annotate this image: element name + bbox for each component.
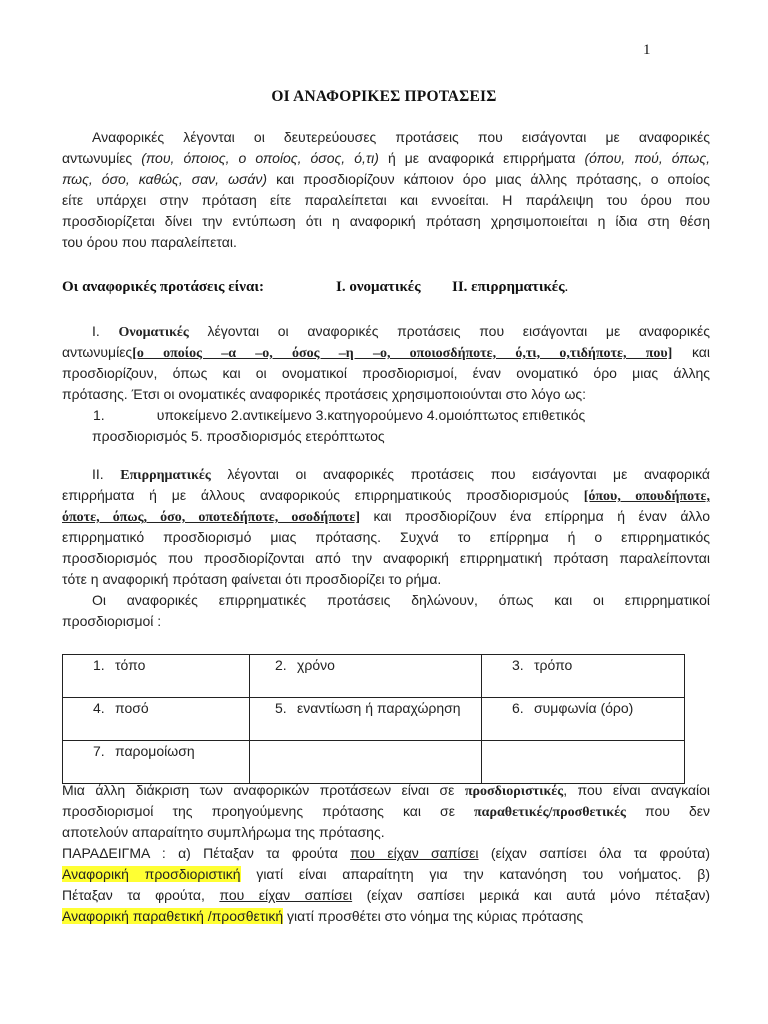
- table-cell: 2. χρόνο: [250, 655, 482, 698]
- adverbial-line: προσδιορισμός που προσδιορίζονται από την αναφορική επιρρηματική πρόταση παραλείπονται: [62, 550, 710, 566]
- adverbial-line: Οι αναφορικές επιρρηματικές προτάσεις δηλώνουν, όπως και οι επιρρηματικοί: [92, 592, 710, 608]
- table-row: [63, 655, 685, 698]
- table-cell: 7. παρομοίωση: [63, 741, 250, 784]
- nominal-list-line: προσδιορισμός 5. προσδιορισμός ετερόπτωτος: [92, 428, 385, 444]
- example-line: ΠΑΡΑΔΕΙΓΜΑ : α) Πέταξαν τα φρούτα που είχαν σαπίσει (είχαν σαπίσει όλα τα φρούτα): [62, 845, 710, 861]
- highlight-restrictive: Αναφορική προσδιοριστική: [62, 866, 241, 882]
- types-line: [62, 279, 710, 296]
- distinction-line: Μια άλλη διάκριση των αναφορικών προτάσεων είναι σε προσδιοριστικές, που είναι αναγκαίοι: [62, 782, 710, 799]
- intro-line: είτε υπάρχει στην πρόταση είτε παραλείπεται και εννοείται. Η παράλειψη του όρου που: [62, 192, 710, 208]
- table-cell: 1. τόπο: [63, 655, 250, 698]
- nominal-line: προσδιορίζουν, όπως και οι ονοματικοί προσδιορισμοί, έναν ονοματικό όρο μιας άλλης: [62, 365, 710, 381]
- adverbial-line: προσδιορισμοί :: [62, 613, 162, 629]
- example-paragraph: [62, 843, 710, 927]
- adverbial-meanings-table: [62, 654, 685, 784]
- distinction-paragraph: [62, 780, 710, 843]
- intro-line: αντωνυμίες (που, όποιος, ο οποίος, όσος, ό,τι) ή με αναφορικά επιρρήματα (όπου, πού, όπως,: [62, 150, 710, 166]
- table-cell: [482, 741, 685, 784]
- adverbial-line: τότε η αναφορική πρόταση φαίνεται ότι προσδιορίζει το ρήμα.: [62, 571, 442, 587]
- example-line: Αναφορική παραθετική /προσθετική γιατί προσθέτει στο νόημα της κύριας πρότασης: [62, 908, 584, 924]
- adverbial-line: όποτε, όπως, όσο, οποτεδήποτε, οσοδήποτε] και προσδιορίζουν ένα επίρρημα ή έναν άλλο: [62, 508, 710, 525]
- intro-line: του όρου που παραλείπεται.: [62, 234, 237, 250]
- table-cell: 4. ποσό: [63, 698, 250, 741]
- highlight-nonrestrictive: Αναφορική παραθετική /προσθετική: [62, 908, 284, 924]
- page-title: ΟΙ ΑΝΑΦΟΡΙΚΕΣ ΠΡΟΤΑΣΕΙΣ: [271, 88, 497, 105]
- nominal-line: πρότασης. Έτσι οι ονοματικές αναφορικές προτάσεις χρησιμοποιούνται στο λόγο ως:: [62, 386, 587, 402]
- nominal-line: Ι. Ονοματικές λέγονται οι αναφορικές προτάσεις που εισάγονται με αναφορικές: [92, 323, 710, 340]
- example-line: Πέταξαν τα φρούτα, που είχαν σαπίσει (είχαν σαπίσει μερικά και αυτά μόνο πέταξαν): [62, 887, 710, 903]
- types-adverbial: ΙΙ. επιρρηματικές.: [452, 279, 569, 295]
- example-line: Αναφορική προσδιοριστική γιατί είναι απαραίτητη για την κατανόηση του νοήματος. β): [62, 866, 710, 882]
- table-row: [63, 698, 685, 741]
- table-cell: [250, 741, 482, 784]
- table-cell: 3. τρόπο: [482, 655, 685, 698]
- table-row: [63, 741, 685, 784]
- table-cell: 5. εναντίωση ή παραχώρηση: [250, 698, 482, 741]
- adverbial-line: επιρρήματα ή με άλλους αναφορικούς επιρρηματικούς προσδιορισμούς [όπου, οπουδήποτε,: [62, 487, 710, 504]
- intro-paragraph: [62, 127, 710, 253]
- nominal-section: [62, 321, 710, 447]
- nominal-line: αντωνυμίες[ο οποίος –α –ο, όσος –η –ο, οποιοσδήποτε, ό,τι, ο,τιδήποτε, που] και: [62, 344, 710, 361]
- page-number: 1: [643, 42, 651, 58]
- distinction-line: αποτελούν απαραίτητο συμπλήρωμα της πρότασης.: [62, 824, 385, 840]
- adverbial-line: ΙΙ. Επιρρηματικές λέγονται οι αναφορικές προτάσεις που εισάγονται με αναφορικά: [92, 466, 710, 483]
- types-nominal: Ι. ονοματικές: [336, 279, 421, 295]
- table-cell: 6. συμφωνία (όρο): [482, 698, 685, 741]
- types-label: Οι αναφορικές προτάσεις είναι:: [62, 279, 264, 295]
- adverbial-section: [62, 464, 710, 632]
- adverbial-line: επιρρηματικό προσδιορισμό μιας πρότασης. Συχνά το επίρρημα ή ο επιρρηματικός: [62, 529, 710, 545]
- distinction-line: προσδιορισμοί της προηγούμενης πρότασης και σε παραθετικές/προσθετικές που δεν: [62, 803, 710, 820]
- intro-line: προσδιορίζεται δίνει την εντύπωση ότι η αναφορική πρόταση χρησιμοποιείται η ίδια στη θέση: [62, 213, 710, 229]
- intro-line: Αναφορικές λέγονται οι δευτερεύουσες προτάσεις που εισάγονται με αναφορικές: [92, 129, 710, 145]
- intro-line: πως, όσο, καθώς, σαν, ωσάν) και προσδιορίζουν κάποιον όρο μιας άλλης πρότασης, ο οποίος: [62, 171, 710, 187]
- nominal-list-line: 1. υποκείμενο 2.αντικείμενο 3.κατηγορούμενο 4.ομοιόπτωτος επιθετικός: [93, 407, 586, 423]
